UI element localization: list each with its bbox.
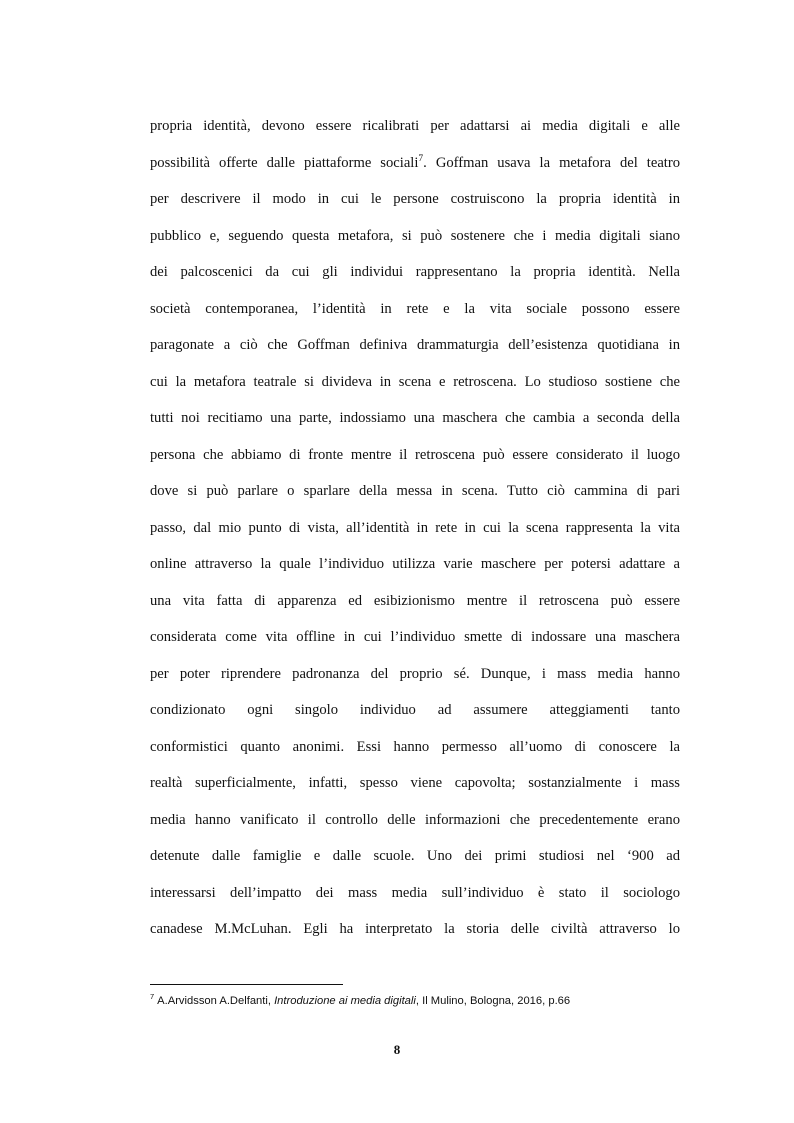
text-line: dove si può parlare o sparlare della messa in scena. Tutto ciò cammina di pari <box>150 483 680 499</box>
text-line: considerata come vita offline in cui l’individuo smette di indossare una maschera <box>150 629 680 645</box>
text-line: realtà superficialmente, infatti, spesso viene capovolta; sostanzialmente i mass <box>150 775 680 791</box>
text-line: per poter riprendere padronanza del proprio sé. Dunque, i mass media hanno <box>150 665 680 682</box>
text-line: online attraverso la quale l’individuo utilizza varie maschere per potersi adattare a <box>150 556 680 572</box>
text-line: passo, dal mio punto di vista, all’identità in rete in cui la scena rappresenta la vita <box>150 519 680 536</box>
text-line: tutti noi recitiamo una parte, indossiamo una maschera che cambia a seconda della <box>150 410 680 426</box>
text-line: media hanno vanificato il controllo delle informazioni che precedentemente erano <box>150 811 680 828</box>
text-line-segment: possibilità offerte dalle piattaforme sociali <box>150 154 419 171</box>
body-paragraph <box>150 108 680 948</box>
text-line-segment: . Goffman usava la metafora del teatro <box>423 154 681 171</box>
text-line: cui la metafora teatrale si divideva in scena e retroscena. Lo studioso sostiene che <box>150 373 680 390</box>
text-line: condizionato ogni singolo individuo ad assumere atteggiamenti tanto <box>150 702 680 718</box>
text-line: detenute dalle famiglie e dalle scuole. Uno dei primi studiosi nel ‘900 ad <box>150 848 680 864</box>
footnote <box>150 993 690 1009</box>
footnote-publication: , Il Mulino, Bologna, 2016, p.66 <box>415 995 571 1007</box>
text-line: società contemporanea, l’identità in rete e la vita sociale possono essere <box>150 300 680 317</box>
text-line: dei palcoscenici da cui gli individui rappresentano la propria identità. Nella <box>150 264 680 280</box>
footnote-title: Introduzione ai media digitali <box>274 995 416 1007</box>
text-line: propria identità, devono essere ricalibrati per adattarsi ai media digitali e alle <box>150 118 680 134</box>
footnote-separator <box>150 984 343 985</box>
footnote-number: 7 <box>150 992 155 1002</box>
text-line: canadese M.McLuhan. Egli ha interpretato la storia delle civiltà attraverso lo <box>150 921 680 937</box>
footnote-authors: A.Arvidsson A.Delfanti, <box>157 995 275 1007</box>
footnote-reference[interactable]: 7 <box>418 153 424 164</box>
text-line: per descrivere il modo in cui le persone costruiscono la propria identità in <box>150 191 680 207</box>
text-line: paragonate a ciò che Goffman definiva drammaturgia dell’esistenza quotidiana in <box>150 337 680 353</box>
page-number: 8 <box>393 1042 401 1057</box>
text-line <box>150 145 680 182</box>
text-line: una vita fatta di apparenza ed esibizionismo mentre il retroscena può essere <box>150 592 680 609</box>
text-line: pubblico e, seguendo questa metafora, si può sostenere che i media digitali siano <box>150 227 680 244</box>
text-line: persona che abbiamo di fronte mentre il retroscena può essere considerato il luogo <box>150 446 680 463</box>
text-line: conformistici quanto anonimi. Essi hanno permesso all’uomo di conoscere la <box>150 738 680 755</box>
text-line: interessarsi dell’impatto dei mass media sull’individuo è stato il sociologo <box>150 884 680 901</box>
